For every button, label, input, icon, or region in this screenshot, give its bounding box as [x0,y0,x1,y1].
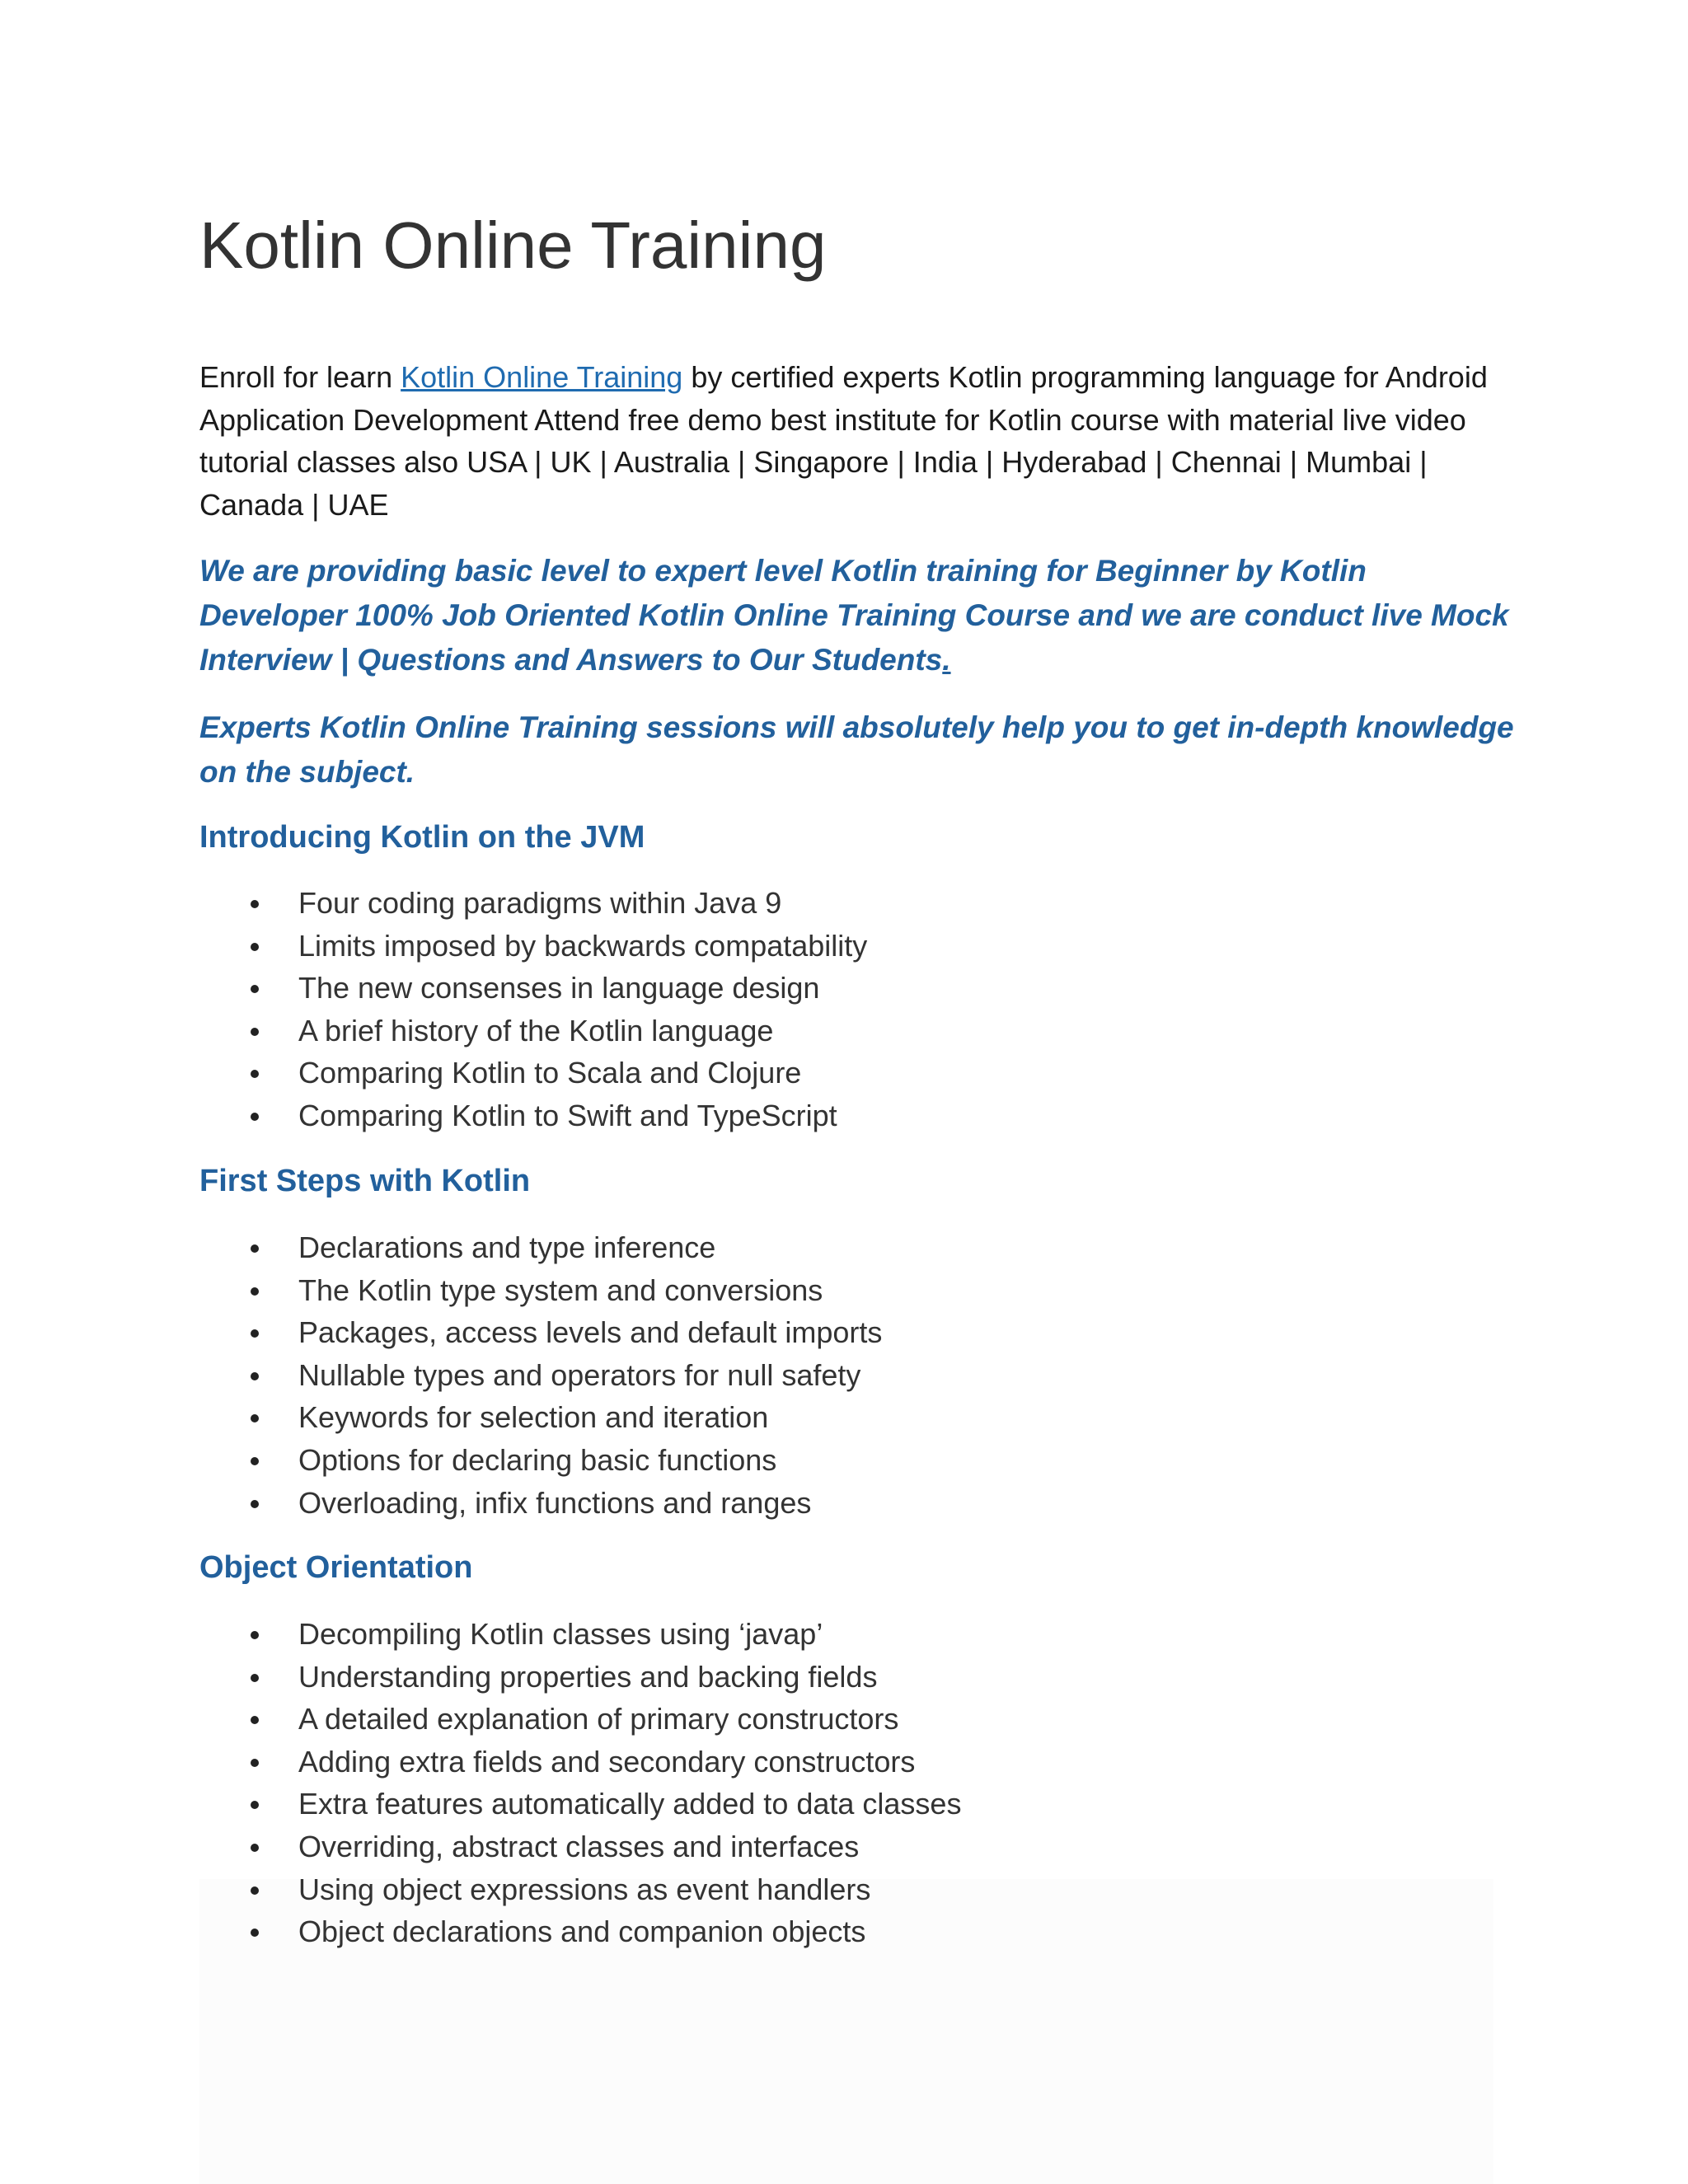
list-item: Using object expressions as event handlers [199,1868,1189,1911]
list-item: The new consenses in language design [199,967,1189,1010]
section-heading-first-steps: First Steps with Kotlin [199,1164,531,1198]
section-list-first-steps [199,1226,1189,1524]
list-item: The Kotlin type system and conversions [199,1269,1189,1312]
list-item: Four coding paradigms within Java 9 [199,882,1189,925]
intro-text-before: Enroll for learn [199,360,401,394]
list-item: Declarations and type inference [199,1226,1189,1269]
list-item: Understanding properties and backing fields [199,1656,1189,1699]
section-heading-object-orientation: Object Orientation [199,1550,473,1585]
list-item: Decompiling Kotlin classes using ‘javap’ [199,1613,1189,1656]
list-item: Nullable types and operators for null safety [199,1354,1189,1397]
list-item: Limits imposed by backwards compatability [199,925,1189,968]
list-item: Options for declaring basic functions [199,1439,1189,1482]
lead-1-period: . [942,643,951,677]
list-item: A detailed explanation of primary constructors [199,1698,1189,1741]
list-item: Overloading, infix functions and ranges [199,1482,1189,1525]
lead-1-text: We are providing basic level to expert level Kotlin training for Beginner by Kotlin Developer 100% Job Oriented Kotlin Online Training Course and we are conduct live Mock Interview [199,554,1509,677]
lead-1-text-2: Questions and Answers to Our Students [349,643,943,677]
intro-paragraph [199,356,1502,526]
lead-paragraph-1 [199,549,1518,682]
list-item: Extra features automatically added to data classes [199,1783,1189,1825]
list-item: Comparing Kotlin to Swift and TypeScript [199,1094,1189,1137]
list-item: Adding extra fields and secondary constructors [199,1741,1189,1783]
page-title: Kotlin Online Training [199,209,827,282]
list-item: Packages, access levels and default imports [199,1311,1189,1354]
list-item: Comparing Kotlin to Scala and Clojure [199,1052,1189,1094]
intro-text-after: by certified experts Kotlin programming language for Android Application Development Attend free demo best institute for Kotlin course with material live video tutorial classes also USA | UK | Australia | Singapore | India | Hyderabad | Chennai | Mumbai | Canada | UAE [199,360,1488,522]
lead-paragraph-2: Experts Kotlin Online Training sessions will absolutely help you to get in-depth knowledge on the subject. [199,710,1514,789]
list-item: Overriding, abstract classes and interfaces [199,1825,1189,1868]
list-item: A brief history of the Kotlin language [199,1010,1189,1052]
lead-1-pipe: | [340,643,349,677]
section-list-jvm [199,882,1189,1137]
list-item: Object declarations and companion objects [199,1910,1189,1953]
section-heading-jvm: Introducing Kotlin on the JVM [199,820,645,855]
section-list-object-orientation [199,1613,1189,1953]
list-item: Keywords for selection and iteration [199,1396,1189,1439]
kotlin-training-link[interactable]: Kotlin Online Training [401,360,683,394]
